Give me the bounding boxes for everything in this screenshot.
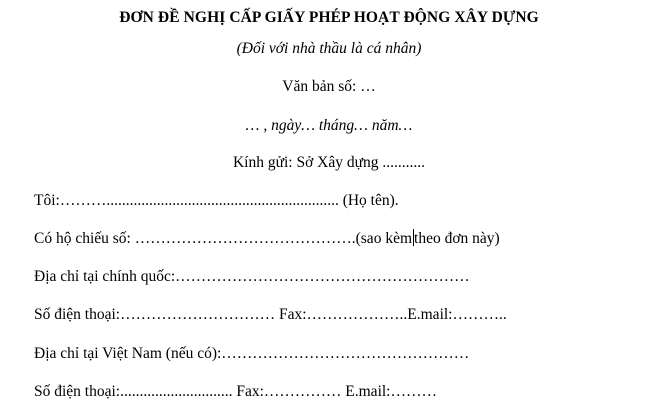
document-subtitle: (Đối với nhà thầu là cá nhân) — [236, 40, 422, 57]
home-address-field[interactable]: Địa chỉ tại chính quốc:………………………………………………… — [34, 268, 470, 285]
name-field[interactable]: Tôi:………............................................................ (Họ tên). — [34, 192, 399, 209]
date-line: … , ngày… tháng… năm… — [245, 117, 413, 134]
recipient-line: Kính gửi: Sở Xây dựng ........... — [232, 154, 426, 171]
passport-field-text: Có hộ chiếu số: …………………………………….(sao kèm — [34, 230, 413, 247]
document-title: ĐƠN ĐỀ NGHỊ CẤP GIẤY PHÉP HOẠT ĐỘNG XÂY DỰNG — [119, 9, 539, 26]
passport-field-suffix: theo đơn này) — [414, 230, 500, 247]
document-number: Văn bản số: … — [282, 78, 376, 95]
phone-fax-email-field-2[interactable]: Số điện thoại:............................. Fax:…………… E.mail:……… — [34, 383, 437, 400]
passport-field[interactable] — [34, 229, 500, 249]
vietnam-address-field[interactable]: Địa chỉ tại Việt Nam (nếu có):………………………………………… — [34, 345, 470, 362]
phone-fax-email-field-1[interactable]: Số điện thoại:………………………… Fax:………………..E.mail:……….. — [34, 306, 507, 323]
